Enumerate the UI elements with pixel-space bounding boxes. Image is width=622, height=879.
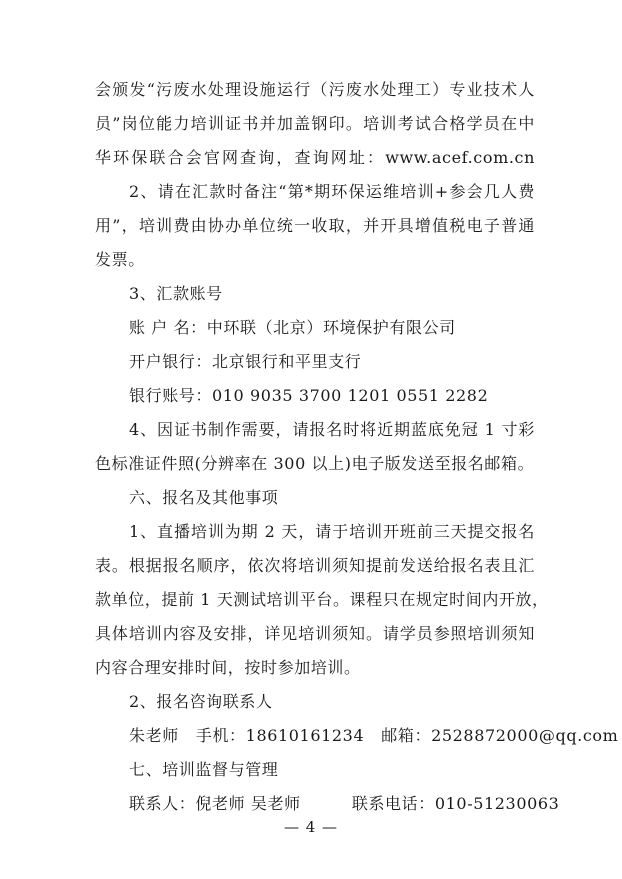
paragraph-line: 发票。 [95, 250, 145, 269]
paragraph-line: 2、请在汇款时备注“第*期环保运维培训+参会几人费 [129, 182, 535, 201]
account-number: 银行账号：010 9035 3700 1201 0551 2282 [129, 386, 489, 405]
paragraph-line: 华环保联合会官网查询，查询网址：www.acef.com.cn [95, 148, 535, 167]
contact-line: 朱老师 手机：18610161234 邮箱：2528872000@qq.com [129, 726, 619, 745]
section-heading: 七、培训监督与管理 [129, 760, 279, 779]
paragraph-line: 员”岗位能力培训证书并加盖钢印。培训考试合格学员在中 [95, 114, 535, 133]
section-heading: 六、报名及其他事项 [129, 488, 279, 507]
paragraph-line: 会颁发“污废水处理设施运行（污废水处理工）专业技术人 [95, 80, 535, 99]
section-heading: 3、汇款账号 [129, 284, 223, 303]
paragraph-line: 表。根据报名顺序，依次将培训须知提前发送给报名表且汇 [95, 556, 535, 575]
paragraph-line: 4、因证书制作需要，请报名时将近期蓝底免冠 1 寸彩 [129, 420, 535, 439]
paragraph-line: 款单位，提前 1 天测试培训平台。课程只在规定时间内开放， [95, 590, 549, 609]
paragraph-line: 具体培训内容及安排，详见培训须知。请学员参照培训须知 [95, 624, 535, 643]
paragraph-line: 用”，培训费由协办单位统一收取，并开具增值税电子普通 [95, 216, 535, 235]
contact-line: 联系人：倪老师 吴老师 联系电话：010-51230063 [129, 794, 560, 813]
paragraph-line: 1、直播培训为期 2 天，请于培训开班前三天提交报名 [129, 522, 535, 541]
account-bank: 开户银行：北京银行和平里支行 [129, 352, 362, 371]
section-heading: 2、报名咨询联系人 [129, 692, 273, 711]
page-number: — 4 — [283, 818, 339, 836]
paragraph-line: 内容合理安排时间，按时参加培训。 [95, 658, 361, 677]
paragraph-line: 色标准证件照(分辨率在 300 以上)电子版发送至报名邮箱。 [95, 454, 535, 473]
account-name: 账 户 名：中环联（北京）环境保护有限公司 [129, 318, 456, 337]
